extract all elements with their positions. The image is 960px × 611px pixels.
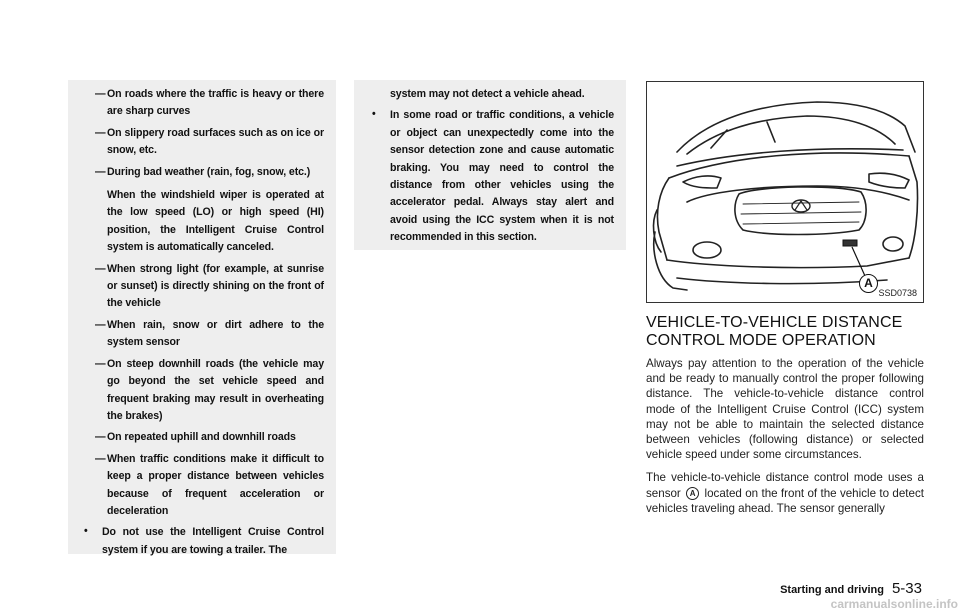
page-number: 5-33 [891,580,922,597]
vehicle-sensor-figure [646,81,924,303]
wiper-note: When the windshield wiper is operated at the low speed (LO) or high speed (HI) position, the Intelligent Cruise Control system is automatically canceled. [107,189,324,254]
list-item: — On slippery road surfaces such as on ice or snow, etc. [95,126,324,157]
middle-column-panel [354,80,626,250]
section-heading: VEHICLE-TO-VEHICLE DISTANCE CONTROL MODE OPERATION [646,314,903,349]
list-item: — On steep downhill roads (the vehicle may go beyond the set vehicle speed and frequent braking may result in overheating the brakes) [95,357,324,422]
list-item: — On repeated uphill and downhill roads [95,431,296,444]
paragraph: The vehicle-to-vehicle distance control mode uses a sensor A located on the front of the vehicle to detect vehicles traveling ahead. The sensor generally [646,471,924,515]
list-item: — When traffic conditions make it difficult to keep a proper distance between vehicles because of frequent acceleration or deceleration [95,452,324,517]
paragraph: Always pay attention to the operation of the vehicle and be ready to manually control the proper following distance. The vehicle-to-vehicle distance control mode of the Intelligent Cruise Control (ICC) system may not be able to maintain the selected distance between vehicles (following distance) or selected vehicle speed under some circumstances. [646,357,924,462]
bullet-item: • In some road or traffic conditions, a vehicle or object can unexpectedly come into the sensor detection zone and cause automatic braking. You may need to control the distance from other vehicles using the accelerator pedal. Always stay alert and avoid using the ICC system when it is not recommended in this section. [372,108,614,244]
figure-code: SSD0738 [878,288,917,298]
watermark: carmanualsonline.info [830,597,958,611]
vehicle-illustration [647,82,923,302]
callout-a-marker: A [686,487,699,500]
callout-a-badge: A [859,274,878,293]
page-footer [780,580,922,597]
left-column-panel [68,80,336,554]
list-item: — On roads where the traffic is heavy or there are sharp curves [95,88,324,118]
list-item: — When rain, snow or dirt adhere to the system sensor [95,318,324,349]
list-item: — During bad weather (rain, fog, snow, etc.) [95,165,311,178]
body-text [646,356,924,524]
list-item: — When strong light (for example, at sunrise or sunset) is directly shining on the front of the vehicle [95,262,324,310]
bullet-item: • Do not use the Intelligent Cruise Control system if you are towing a trailer. The [84,525,324,556]
section-name: Starting and driving [780,584,884,596]
continued-text: system may not detect a vehicle ahead. [390,88,585,100]
